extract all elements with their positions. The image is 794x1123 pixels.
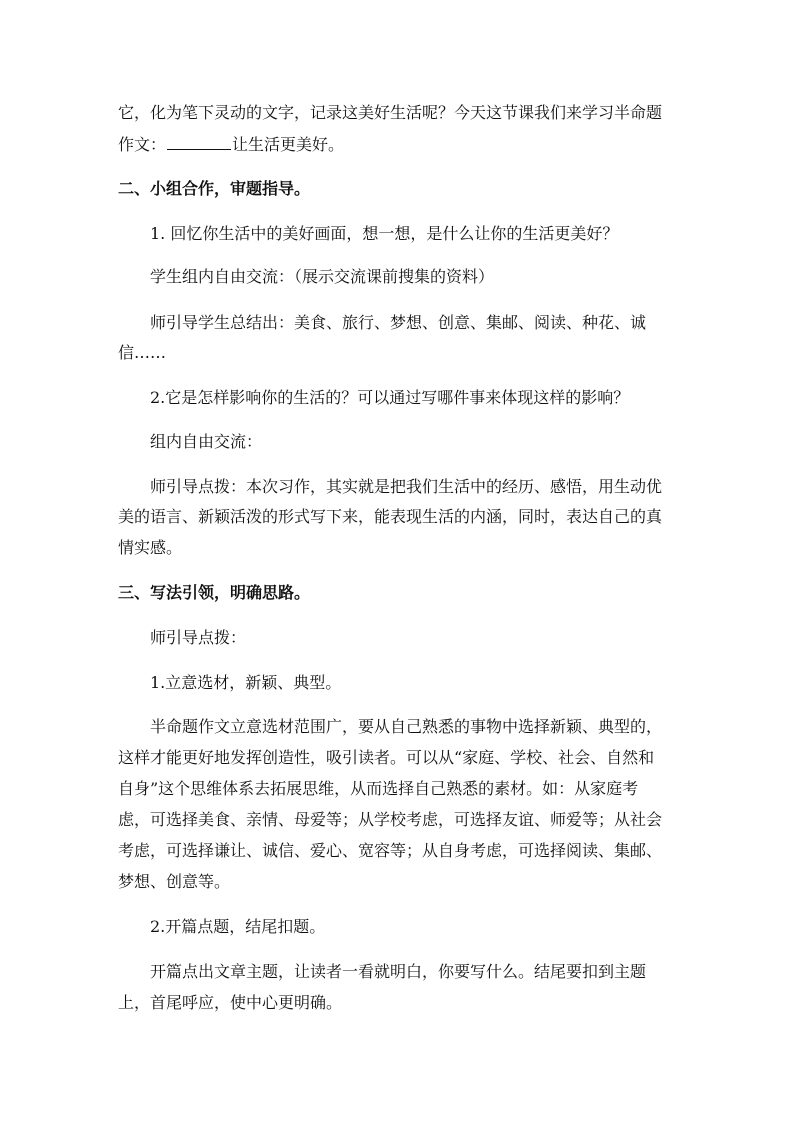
point-1-line-4: 虑，可选择美食、亲情、母爱等；从学校考虑，可选择友谊、师爱等；从社会 <box>118 810 663 829</box>
exchange-1: 学生组内自由交流：（展示交流课前搜集的资料） <box>150 267 495 286</box>
guide-line-1: 师引导点拨：本次习作，其实就是把我们生活中的经历、感悟，用生动优 <box>150 477 663 496</box>
guide-line-2: 美的语言、新颖活泼的形式写下来，能表现生活的内涵，同时，表达自己的真 <box>118 507 663 526</box>
point-1-line-5: 考虑，可选择谦让、诚信、爱心、宽容等；从自身考虑，可选择阅读、集邮、 <box>118 841 663 860</box>
intro-line-2-suffix: 让生活更美好。 <box>232 135 345 154</box>
guide-line-3: 情实感。 <box>118 538 183 557</box>
title-blank <box>167 133 231 150</box>
point-1-line-6: 梦想、创意等。 <box>118 872 231 891</box>
section-2-heading: 二、小组合作，审题指导。 <box>118 179 311 198</box>
point-2-title: 2.开篇点题，结尾扣题。 <box>150 917 326 936</box>
section-3-guide: 师引导点拨： <box>150 628 247 647</box>
point-1-line-2: 这样才能更好地发挥创造性，吸引读者。可以从“家庭、学校、社会、自然和 <box>118 748 655 767</box>
point-1-line-1: 半命题作文立意选材范围广，要从自己熟悉的事物中选择新颖、典型的， <box>150 717 663 736</box>
intro-line-2 <box>118 133 344 155</box>
exchange-2: 组内自由交流： <box>150 432 263 451</box>
intro-line-2-prefix: 作文： <box>118 135 167 154</box>
question-1: 1. 回忆你生活中的美好画面，想一想，是什么让你的生活更美好？ <box>150 224 619 243</box>
point-2-line-2: 上，首尾呼应，使中心更明确。 <box>118 993 343 1012</box>
point-2-line-1: 开篇点出文章主题，让读者一看就明白，你要写什么。结尾要扣到主题 <box>150 962 647 981</box>
question-2: 2.它是怎样影响你的生活的？可以通过写哪件事来体现这样的影响？ <box>150 388 630 407</box>
summary-line-1: 师引导学生总结出：美食、旅行、梦想、创意、集邮、阅读、种花、诚 <box>150 313 647 332</box>
section-3-heading: 三、写法引领，明确思路。 <box>118 583 311 602</box>
summary-line-2: 信…… <box>118 343 167 362</box>
point-1-title: 1.立意选材，新颖、典型。 <box>150 673 342 692</box>
point-1-line-3: 自身”这个思维体系去拓展思维，从而选择自己熟悉的素材。如：从家庭考 <box>118 779 639 798</box>
intro-line-1: 它，化为笔下灵动的文字，记录这美好生活呢？今天这节课我们来学习半命题 <box>118 103 663 122</box>
